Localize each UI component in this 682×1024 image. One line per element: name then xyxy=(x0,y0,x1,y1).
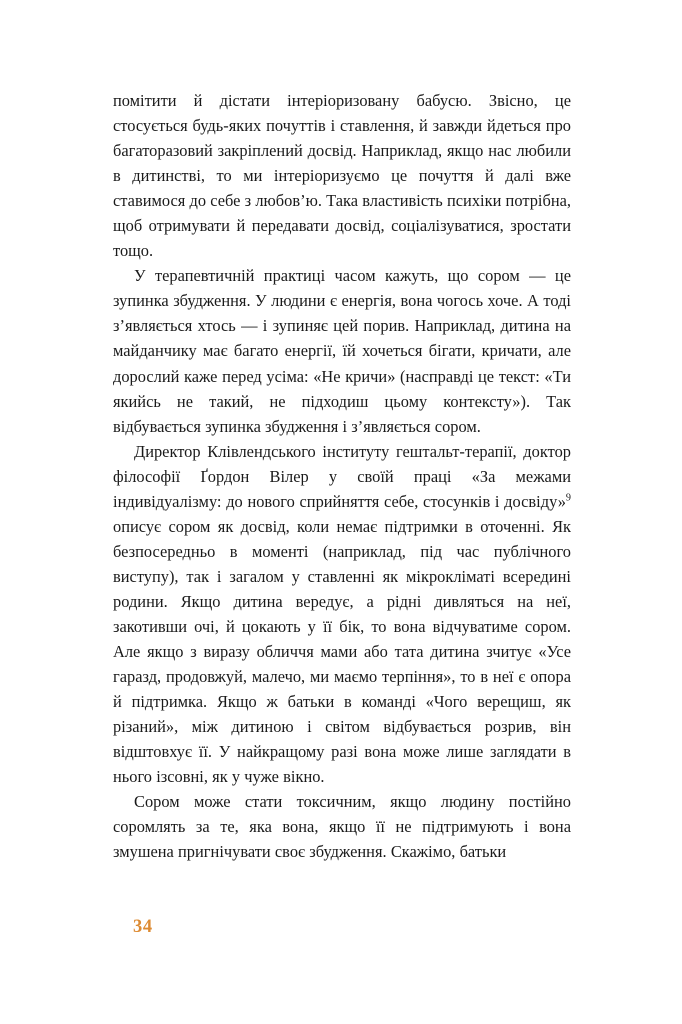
paragraph-3 xyxy=(113,439,571,790)
paragraph-3-text-after-footnote: описує сором як досвід, коли немає підтримки в оточенні. Як безпосередньо в моменті (наприклад, під час публічного виступу), так і загалом у ставленні як мікрокліматі всередині родини. Якщо дитина вередує, а рідні дивляться на неї, закотивши очі, й цокають у її бік, то вона відчуватиме сором. Але якщо з виразу обличчя мами або тата дитина зчитує «Усе гаразд, продовжуй, малечо, ми маємо терпіння», то в неї є опора й підтримка. Якщо ж батьки в команді «Чого верещиш, як різаний», між дитиною і світом відбувається розрив, він відштовхує її. У найкращому разі вона може лише заглядати в нього ізсовні, як у чуже вікно. xyxy=(113,516,571,787)
paragraph-3-text-before-footnote: Директор Клівлендського інституту гештальт-терапії, доктор філософії Ґордон Вілер у своїй праці «За межами індивідуалізму: до нового сприйняття себе, стосунків і досвіду» xyxy=(113,441,571,511)
paragraph-4: Сором може стати токсичним, якщо людину постійно соромлять за те, яка вона, якщо її не підтримують і вона змушена пригнічувати своє збудження. Скажімо, батьки xyxy=(113,792,571,862)
footnote-marker-9[interactable]: 9 xyxy=(565,492,571,504)
page-number: 34 xyxy=(133,917,153,937)
page-text-block xyxy=(113,88,571,864)
paragraph-1: помітити й дістати інтеріоризовану бабусю. Звісно, це стосується будь-яких почуттів і ставлення, й завжди йдеться про багаторазовий закріплений досвід. Наприклад, якщо нас любили в дитинстві, то ми інтеріоризуємо це почуття й далі вже ставимося до себе з любов’ю. Така властивість психіки потрібна, щоб отримувати й передавати досвід, соціалізуватися, зростати тощо. xyxy=(113,91,571,261)
paragraph-2: У терапевтичній практиці часом кажуть, що сором — це зупинка збудження. У людини є енергія, вона чогось хоче. А тоді з’являється хтось — і зупиняє цей порив. Наприклад, дитина на майданчику має багато енергії, їй хочеться бігати, кричати, але дорослий каже перед усіма: «Не кричи» (насправді це текст: «Ти якийсь не такий, не підходиш цьому контексту»). Так відбувається зупинка збудження і з’являється сором. xyxy=(113,266,571,436)
